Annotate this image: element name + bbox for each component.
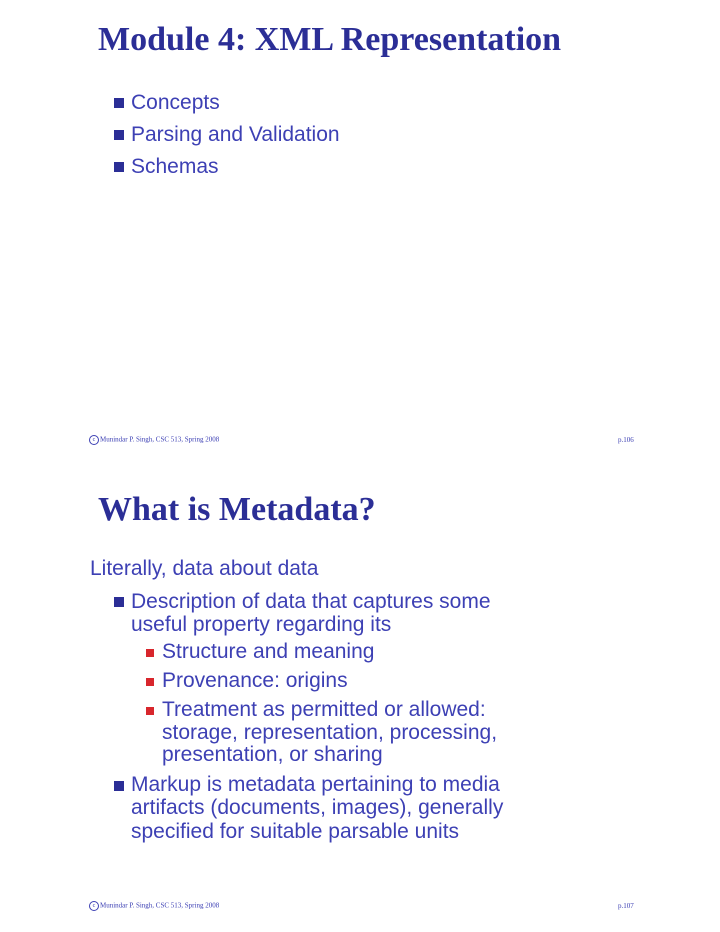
slide-title: Module 4: XML Representation xyxy=(98,21,562,58)
footer-credit: Munindar P. Singh, CSC 513, Spring 2008 xyxy=(100,435,220,444)
footer-credit: Munindar P. Singh, CSC 513, Spring 2008 xyxy=(100,901,220,910)
bullet-marker xyxy=(114,130,124,140)
slide-footer-credit xyxy=(89,435,219,445)
page-number: p.107 xyxy=(618,902,634,910)
copyright-icon: c xyxy=(89,435,99,445)
bullet-text-line: useful property regarding its xyxy=(131,613,392,636)
bullet-marker xyxy=(114,597,124,607)
bullet-text: Schemas xyxy=(131,155,219,178)
bullet-text-line: Description of data that captures some xyxy=(131,590,491,613)
bullet-text-line: Markup is metadata pertaining to media xyxy=(131,773,500,796)
bullet-text-line: specified for suitable parsable units xyxy=(131,820,460,843)
sub-bullet-text: Treatment as permitted or allowed: xyxy=(162,698,486,721)
bullet-text-line: artifacts (documents, images), generally xyxy=(131,796,504,819)
sub-bullet-text: Structure and meaning xyxy=(162,640,375,663)
sub-bullet-marker xyxy=(146,707,154,715)
sub-bullet-text: Provenance: origins xyxy=(162,669,348,692)
bullet-marker xyxy=(114,781,124,791)
sub-bullet-text: storage, representation, processing, xyxy=(162,721,498,744)
sub-bullet-marker xyxy=(146,678,154,686)
bullet-marker xyxy=(114,98,124,108)
bullet-marker xyxy=(114,162,124,172)
sub-bullet-marker xyxy=(146,649,154,657)
copyright-icon: c xyxy=(89,901,99,911)
slide-title: What is Metadata? xyxy=(98,491,376,528)
slide-footer-credit xyxy=(89,901,219,911)
bullet-text: Parsing and Validation xyxy=(131,123,340,146)
sub-bullet-text: presentation, or sharing xyxy=(162,743,383,766)
bullet-text: Concepts xyxy=(131,91,220,114)
intro-text: Literally, data about data xyxy=(90,557,319,580)
slide-107 xyxy=(0,466,720,932)
page-number: p.106 xyxy=(618,436,634,444)
